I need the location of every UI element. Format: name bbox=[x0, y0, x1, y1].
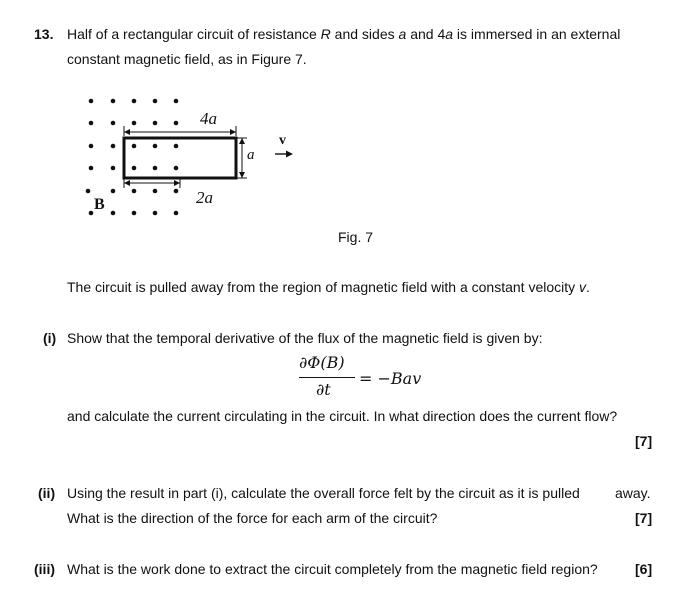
intro-a: a bbox=[398, 26, 407, 42]
part1-followup: and calculate the current circulating in the circuit. In what direction does the current flow? bbox=[67, 408, 618, 424]
part2-line2: What is the direction of the force for each arm of the circuit? bbox=[67, 510, 438, 526]
figure-caption: Fig. 7 bbox=[338, 229, 374, 245]
intro-R: R bbox=[320, 26, 331, 42]
equation-denominator: ∂t bbox=[316, 380, 331, 399]
part2-line1: Using the result in part (i), calculate the overall force felt by the circuit as it is pulled bbox=[67, 485, 580, 501]
part2-line1-end: away. bbox=[615, 485, 651, 501]
pulled-end: . bbox=[586, 279, 590, 295]
part3-text: What is the work done to extract the circuit completely from the magnetic field region? bbox=[67, 561, 598, 577]
question-intro-line1 bbox=[67, 26, 620, 42]
part2-marks: [7] bbox=[635, 510, 653, 526]
pulled-text: The circuit is pulled away from the region of magnetic field with a constant velocity bbox=[67, 279, 580, 295]
label-v: v bbox=[279, 133, 286, 148]
part1-marks: [7] bbox=[635, 433, 653, 449]
dimension-a bbox=[237, 138, 247, 178]
label-B: B bbox=[94, 196, 105, 213]
question-intro-line2: constant magnetic field, as in Figure 7. bbox=[67, 51, 307, 67]
equation-fraction-bar bbox=[299, 377, 355, 378]
part1-text: Show that the temporal derivative of the flux of the magnetic field is given by: bbox=[67, 330, 543, 346]
intro-text-3: and 4 bbox=[406, 26, 446, 42]
pulled-v: v bbox=[579, 279, 587, 295]
part1-label: (i) bbox=[43, 330, 57, 346]
intro-text-1: Half of a rectangular circuit of resistance bbox=[67, 26, 321, 42]
pulled-sentence bbox=[67, 279, 590, 295]
part3-marks: [6] bbox=[635, 561, 653, 577]
label-4a: 4a bbox=[200, 109, 217, 128]
intro-a2: a bbox=[445, 26, 454, 42]
dimension-4a bbox=[124, 126, 236, 136]
part2-label: (ii) bbox=[38, 485, 56, 501]
figure-7-diagram bbox=[78, 92, 308, 220]
intro-text-2: and sides bbox=[330, 26, 399, 42]
part3-label: (iii) bbox=[34, 561, 55, 577]
velocity-arrow bbox=[275, 151, 293, 158]
label-a: a bbox=[247, 147, 255, 163]
label-2a: 2a bbox=[196, 188, 213, 207]
equation-rhs: = −Bav bbox=[359, 369, 422, 388]
question-number: 13. bbox=[34, 26, 54, 42]
intro-text-4: is immersed in an external bbox=[453, 26, 621, 42]
rectangular-circuit bbox=[124, 138, 236, 178]
equation-numerator: ∂Φ(B) bbox=[299, 353, 345, 372]
